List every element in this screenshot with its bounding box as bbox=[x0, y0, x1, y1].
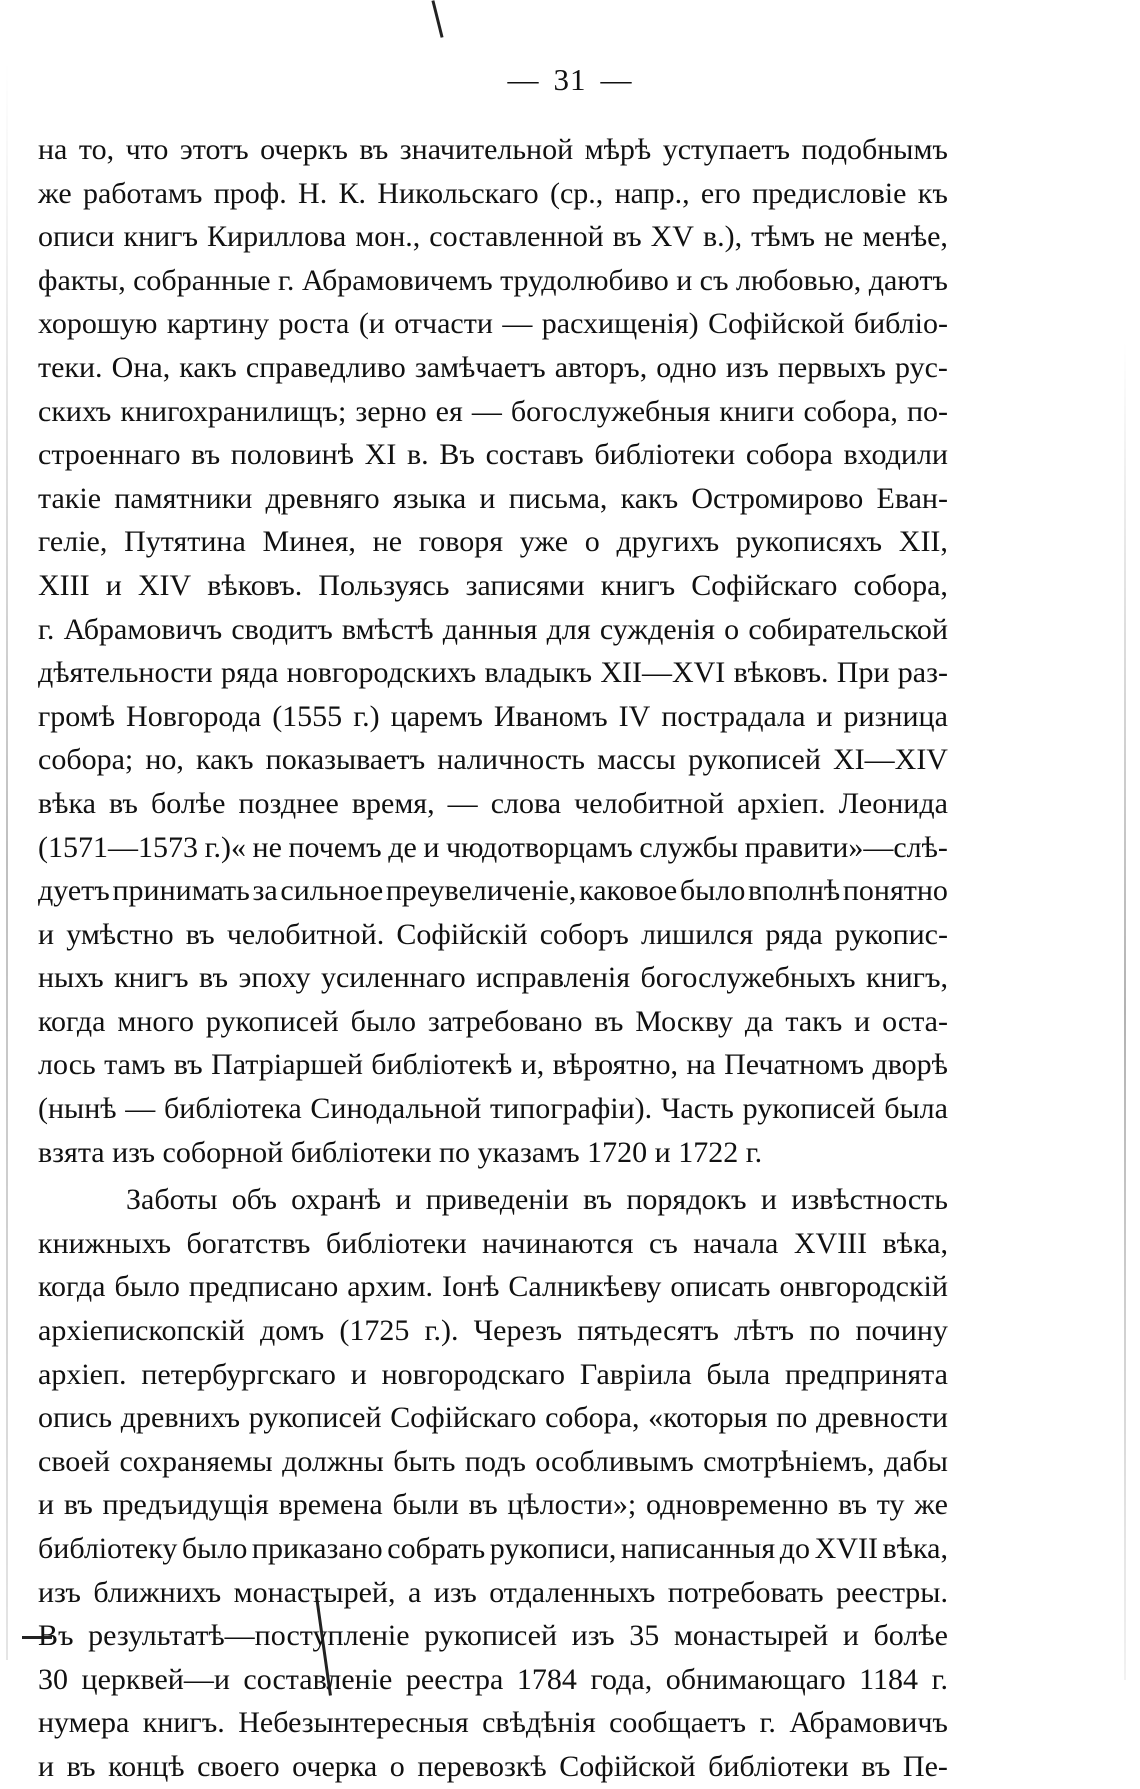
text-line: собора; но, какъ показываетъ наличность массы рукописей XI—XIV bbox=[38, 743, 948, 777]
text-line: вѣка въ болѣе позднее время, — слова челобитной архіеп. Леонида bbox=[38, 786, 948, 820]
paragraph-2 bbox=[38, 1178, 948, 1788]
text-line: своей сохраняемы должны быть подъ особливымъ смотрѣніемъ, дабы bbox=[38, 1444, 948, 1478]
text-line: дуетъ принимать за сильное преувеличеніе, каковое было вполнѣ понятно bbox=[38, 874, 948, 908]
text-line: когда было предписано архим. Іонѣ Салникѣеву описать онвгородскій bbox=[38, 1270, 948, 1304]
text-line: опись древнихъ рукописей Софійскаго собора, «которыя по древности bbox=[38, 1401, 948, 1435]
text-line: Въ результатѣ—поступленіе рукописей изъ 35 монастырей и болѣе bbox=[38, 1619, 948, 1653]
text-line: теки. Она, какъ справедливо замѣчаетъ авторъ, одно изъ первыхъ рус- bbox=[38, 350, 948, 384]
text-line: архіеп. петербургскаго и новгородскаго Гавріила была предпринята bbox=[38, 1357, 948, 1391]
text-line: книжныхъ богатствъ библіотеки начинаются съ начала XVIII вѣка, bbox=[38, 1226, 948, 1260]
text-line: когда много рукописей было затребовано въ Москву да такъ и оста- bbox=[38, 1004, 948, 1038]
text-line: геліе, Путятина Минея, не говоря уже о другихъ рукописяхъ XII, bbox=[38, 525, 948, 559]
text-line: (нынѣ — библіотека Синодальной типографіи). Часть рукописей была bbox=[38, 1092, 948, 1126]
text-line: хорошую картину роста (и отчасти — расхищенія) Софійской библіо- bbox=[38, 307, 948, 341]
text-line: громѣ Новгорода (1555 г.) царемъ Иваномъ IV пострадала и ризница bbox=[38, 699, 948, 733]
text-line: лось тамъ въ Патріаршей библіотекѣ и, вѣроятно, на Печатномъ дворѣ bbox=[38, 1048, 948, 1082]
page-edge-shadow-right bbox=[1124, 340, 1126, 1680]
scan-scratch-top bbox=[431, 0, 443, 38]
text-line: архіепископскій домъ (1725 г.). Черезъ пятьдесятъ лѣтъ по почину bbox=[38, 1314, 948, 1348]
text-line: и умѣстно въ челобитной. Софійскій соборъ лишился ряда рукопис- bbox=[38, 917, 948, 951]
text-line: на то, что этотъ очеркъ въ значительной мѣрѣ уступаетъ подобнымъ bbox=[38, 133, 948, 166]
body-text bbox=[38, 128, 948, 1789]
page-number: — 31 — bbox=[507, 62, 633, 97]
text-line: г. Абрамовичъ сводитъ вмѣстѣ данныя для сужденія о собирательской bbox=[38, 612, 948, 646]
text-line: взята изъ соборной библіотеки по указамъ 1720 и 1722 г. bbox=[38, 1135, 763, 1169]
text-line: строеннаго въ половинѣ XI в. Въ составъ библіотеки собора входили bbox=[38, 438, 948, 472]
text-line: скихъ книгохранилищъ; зерно ея — богослужебныя книги собора, по- bbox=[38, 394, 948, 428]
text-line: описи книгъ Кириллова мон., составленной въ XV в.), тѣмъ не менѣе, bbox=[38, 220, 948, 254]
text-line: такіе памятники древняго языка и письма, какъ Остромирово Еван- bbox=[38, 481, 948, 515]
text-line: факты, собранные г. Абрамовичемъ трудолюбиво и съ любовью, даютъ bbox=[38, 263, 948, 297]
text-line: изъ ближнихъ монастырей, а изъ отдаленныхъ потребовать реестры. bbox=[38, 1575, 948, 1609]
text-line: же работамъ проф. Н. К. Никольскаго (ср., напр., его предисловіе къ bbox=[38, 176, 948, 210]
page-number-value: 31 bbox=[553, 62, 587, 97]
text-line: Заботы объ охранѣ и приведеніи въ порядокъ и извѣстность bbox=[126, 1183, 948, 1217]
paragraph-1 bbox=[38, 128, 948, 1174]
text-line: (1571—1573 г.)« не почемъ де и чюдотворцамъ службы правити»—слѣ- bbox=[38, 830, 948, 864]
text-line: нумера книгъ. Небезынтересныя свѣдѣнія сообщаетъ г. Абрамовичъ bbox=[38, 1706, 948, 1740]
page-edge-shadow-left bbox=[6, 60, 8, 1660]
text-line: 30 церквей—и составленіе реестра 1784 года, обнимающаго 1184 г. bbox=[38, 1662, 948, 1696]
text-line: дѣятельности ряда новгородскихъ владыкъ XII—XVI вѣковъ. При раз- bbox=[38, 656, 948, 690]
text-line: XIII и XIV вѣковъ. Пользуясь записями книгъ Софійскаго собора, bbox=[38, 568, 948, 602]
text-line: ныхъ книгъ въ эпоху усиленнаго исправленія богослужебныхъ книгъ, bbox=[38, 961, 948, 995]
text-line: и въ концѣ своего очерка о перевозкѣ Софійской библіотеки въ Пе- bbox=[38, 1749, 948, 1783]
text-line: и въ предъидущія времена были въ цѣлости»; одновременно въ ту же bbox=[38, 1488, 948, 1522]
text-line: библіотеку было приказано собрать рукописи, написанныя до XVII вѣка, bbox=[38, 1532, 948, 1565]
